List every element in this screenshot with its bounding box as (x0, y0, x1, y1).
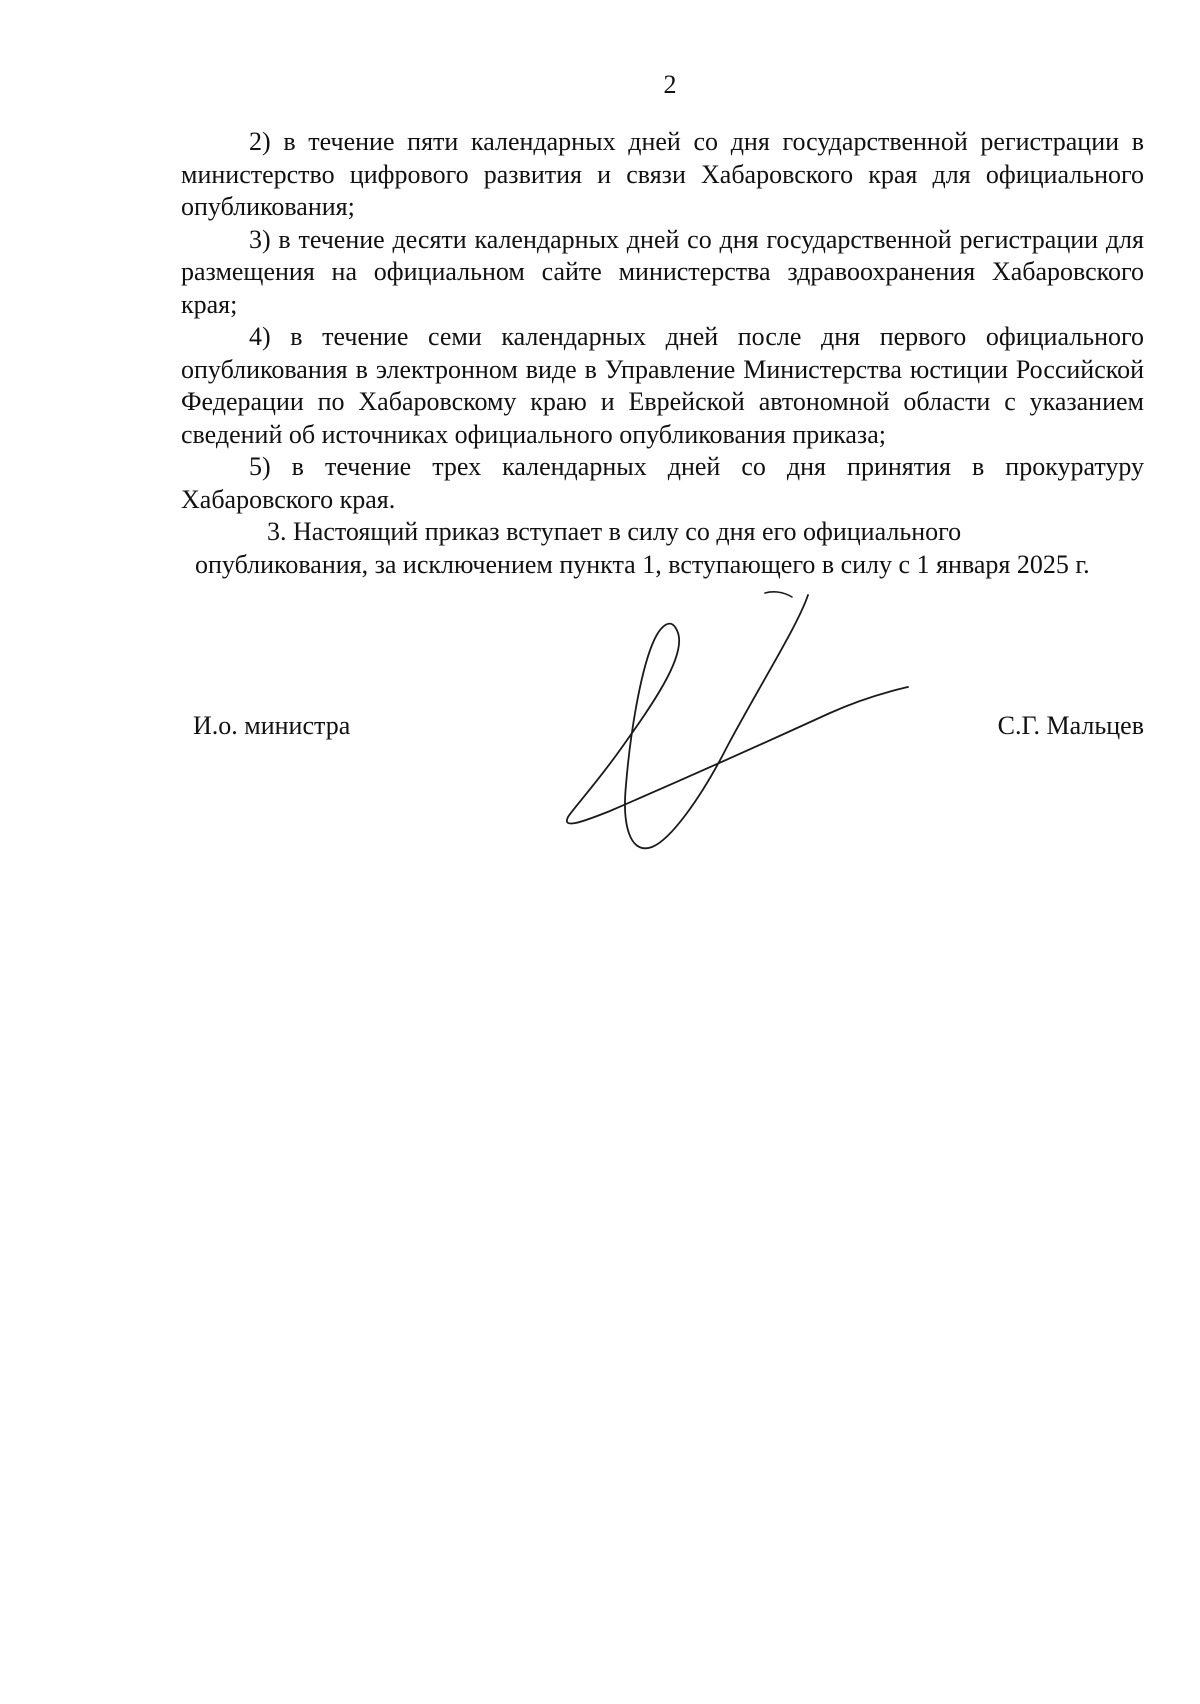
document-body (181, 126, 1144, 581)
paragraph-item-5: 5) в течение трех календарных дней со дня принятия в прокуратуру Хабаровского края. (181, 452, 1144, 514)
signer-title: И.о. министра (193, 711, 351, 740)
signer-name: С.Г. Мальцев (997, 711, 1144, 740)
signature-stroke-main (567, 595, 908, 848)
handwritten-signature (560, 585, 910, 875)
paragraph-clause-3: 3. Настоящий приказ вступает в силу со дня его официального (267, 517, 962, 546)
paragraph-item-2: 2) в течение пяти календарных дней со дня государственной регистрации в министерство цифрового развития и связи Хабаровского края для официального опубликования; (181, 127, 1144, 221)
paragraph-item-4: 4) в течение семи календарных дней после дня первого официального опубликования в электронном виде в Управление Министерства юстиции Российской Федерации по Хабаровскому краю и Еврейской автономной области с указанием сведений об источниках официального опубликования приказа; (181, 322, 1144, 449)
page-number: 2 (663, 70, 677, 99)
signature-stroke-tail (765, 592, 792, 597)
paragraph-item-3: 3) в течение десяти календарных дней со дня государственной регистрации для размещения на официальном сайте министерства здравоохранения Хабаровского края; (181, 224, 1144, 319)
paragraph-clause-3-continuation: опубликования, за исключением пункта 1, вступающего в силу с 1 января 2025 г. (195, 549, 1090, 579)
